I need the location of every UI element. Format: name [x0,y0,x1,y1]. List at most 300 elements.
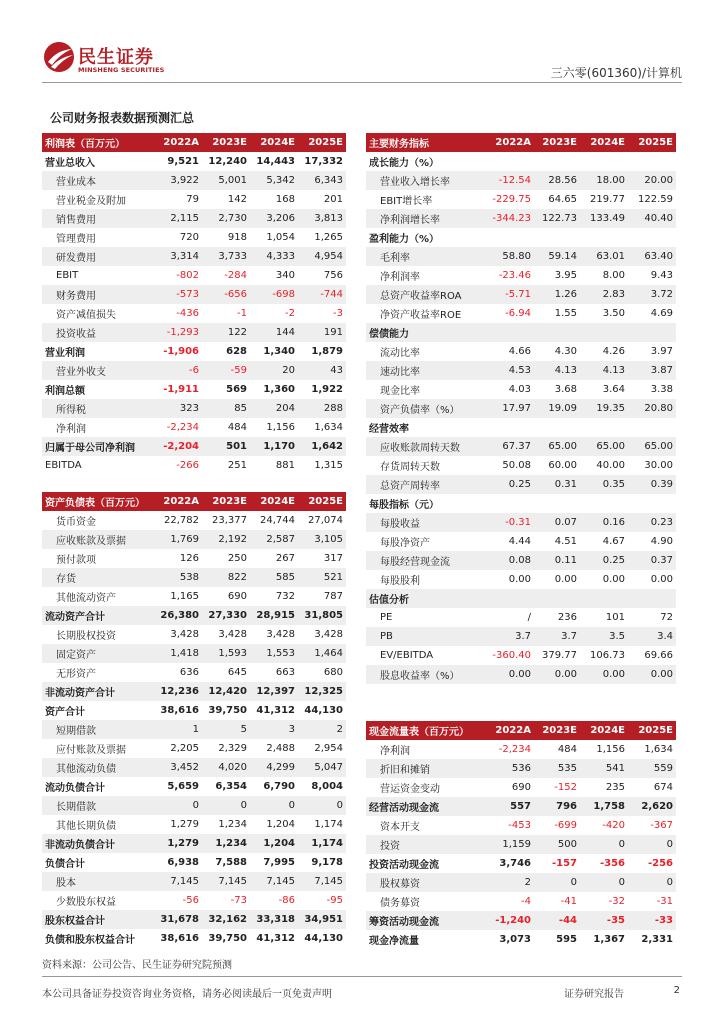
company-logo [42,40,172,80]
table-header-year: 2023E [534,721,580,740]
row-value: 0.25 [580,551,628,570]
row-value: -0.31 [484,513,534,532]
row-value: 106.73 [590,650,625,661]
row-value: 41,312 [256,933,295,944]
row-value: 9,178 [311,857,343,868]
row-value: -6 [157,361,202,380]
row-value: 501 [202,437,250,456]
row-value: -698 [250,285,298,304]
table-row [42,644,346,663]
row-value: -1,906 [163,346,199,357]
row-value: 17.97 [484,399,534,418]
row-label: 筹资活动现金流 [366,911,484,930]
row-value: 3 [250,720,298,739]
table-row [42,929,346,948]
table-row [366,380,676,399]
row-value: 4,299 [250,758,298,777]
row-value: 340 [275,270,295,281]
row-value: 484 [557,744,577,755]
row-value: 918 [227,232,247,243]
row-label: 营业利润 [45,348,85,359]
table-row [42,437,346,456]
row-value: 0.08 [484,551,534,570]
table-row [366,608,676,627]
row-value: 0 [580,873,628,892]
row-value: 1,174 [314,819,343,830]
table-row [42,739,346,758]
row-value: 126 [179,553,199,564]
row-value: 144 [250,323,298,342]
table-header-year: 2025E [628,721,676,740]
row-value: 251 [227,460,247,471]
row-value: 43 [298,361,346,380]
row-value: -4 [521,896,531,907]
row-label: 股东权益合计 [42,910,157,929]
row-label: 资产合计 [45,707,85,718]
row-label: 每股股利 [380,576,420,587]
table-row [42,361,346,380]
row-label: 利润总额 [45,386,85,397]
row-label: 每股收益 [366,513,484,532]
row-label: 流动比率 [380,348,420,359]
row-value: 732 [275,591,295,602]
table-row [42,342,346,361]
row-value: 1,174 [298,834,346,853]
table-header-year: 2023E [534,133,580,152]
table-row [366,551,676,570]
row-value: 645 [227,667,247,678]
row-value: 7,145 [202,872,250,891]
row-value: 628 [226,346,247,357]
row-label: 折旧和摊销 [366,759,484,778]
table-row [366,361,676,380]
row-label: 每股指标（元） [369,500,439,511]
row-value: 1,170 [250,437,298,456]
row-value [534,152,580,171]
row-value [628,589,676,608]
table-header-year: 2022A [484,721,534,740]
row-value: 7,995 [263,857,295,868]
row-value: -2 [285,308,295,319]
row-value: 500 [534,835,580,854]
row-value: 1,879 [311,346,343,357]
row-value: 4.69 [650,308,673,319]
row-value: 34,951 [298,910,346,929]
row-label: 速动比率 [366,361,484,380]
table-header-year: 2024E [580,133,628,152]
row-value [580,494,628,513]
row-value: 7,588 [215,857,247,868]
table-row [366,171,676,190]
footer-report-type: 证券研究报告 [564,989,624,1000]
table-header-year: 2023E [202,492,250,511]
row-value: 1,758 [580,797,628,816]
row-value: 1,165 [170,591,199,602]
row-value [628,494,676,513]
row-value [534,228,580,247]
table-header-year: 2022A [484,133,534,152]
row-value: -367 [650,820,673,831]
table-header-label: 现金流量表（百万元） [366,721,484,740]
row-label: 总资产收益率ROA [366,285,484,304]
row-label: 所得税 [42,399,157,418]
row-value: 0 [534,873,580,892]
row-value: 12,236 [157,682,202,701]
row-value: -35 [580,911,628,930]
row-label: EV/EBITDA [380,650,434,661]
row-value: 201 [323,194,343,205]
row-value: 65.00 [628,437,676,456]
row-value: 0.00 [534,665,580,684]
row-value: 122.73 [534,209,580,228]
page-title: 公司财务报表数据预测汇总 [50,111,195,125]
row-value: 2,115 [157,209,202,228]
row-value: 3,105 [298,530,346,549]
row-value: 3.38 [650,384,673,395]
row-label: 估值分析 [366,589,484,608]
row-value: -56 [182,895,199,906]
row-value: 4.30 [554,346,577,357]
row-value: 4.66 [508,346,531,357]
row-label: 净利润 [56,424,86,435]
table-header-row [366,721,676,740]
row-value: 3,428 [266,629,295,640]
table-row [42,853,346,872]
row-value: -41 [560,896,577,907]
logo-cn-text: 民生证券 [78,47,154,68]
table-row [42,190,346,209]
table-row [366,873,676,892]
row-value: 142 [227,194,247,205]
row-value: -744 [298,285,346,304]
row-value: 1,360 [263,384,295,395]
row-value: 3.7 [534,627,580,646]
row-value: 535 [534,759,580,778]
row-value: 3.64 [602,384,625,395]
row-value: 3,428 [314,629,343,640]
table-row [42,758,346,777]
table-row [42,530,346,549]
row-label: 流动负债合计 [45,783,105,794]
table-row [42,304,346,323]
table-row [42,891,346,910]
row-label: PE [380,612,393,623]
table-row [366,475,676,494]
row-value: -1,293 [157,323,202,342]
table-header-year: 2022A [157,492,202,511]
row-label: 短期借款 [42,720,157,739]
row-value: 3.4 [628,627,676,646]
row-value: 521 [298,568,346,587]
row-value: 1,279 [170,819,199,830]
table-row [366,190,676,209]
row-value: 1,159 [484,835,534,854]
row-value: 1,204 [266,819,295,830]
row-value: 1,156 [596,744,625,755]
row-value: -284 [224,270,247,281]
row-value: 2,192 [202,530,250,549]
row-value: -573 [157,285,202,304]
table-header-year: 2023E [202,133,250,152]
row-label: 销售费用 [42,209,157,228]
row-value: 787 [323,591,343,602]
row-value [628,418,676,437]
row-value: 12,397 [250,682,298,701]
row-value: 3,428 [170,629,199,640]
row-value: 636 [179,667,199,678]
row-value: 3.68 [554,384,577,395]
row-label: 财务费用 [42,285,157,304]
row-label: 货币资金 [56,517,96,528]
row-value: 12,325 [298,682,346,701]
table-row [42,228,346,247]
row-value: 24,744 [260,515,295,526]
table-row [42,152,346,171]
row-value: 85 [202,399,250,418]
row-label: 债务募资 [380,898,420,909]
row-label: 其他流动负债 [42,758,157,777]
row-value: -360.40 [492,650,531,661]
row-label: 营运资金变动 [380,784,440,795]
row-label: 流动资产合计 [42,606,157,625]
table-row [366,665,676,684]
row-value: 0.00 [628,665,676,684]
row-label: 毛利率 [366,247,484,266]
row-value: 32,162 [202,910,250,929]
row-value: 19.09 [534,399,580,418]
row-value: 20 [250,361,298,380]
logo-en-text: MINSHENG SECURITIES [78,66,165,74]
row-value: 33,318 [250,910,298,929]
row-value: -59 [202,361,250,380]
row-value: 31,805 [298,606,346,625]
row-value: 6,790 [263,781,295,792]
row-value: 122.59 [638,194,673,205]
row-label: 其他流动资产 [56,593,116,604]
table-header-year: 2025E [628,133,676,152]
table-row [42,587,346,606]
row-value: 4,333 [250,247,298,266]
row-value: 2 [298,720,346,739]
row-label: 经营效率 [369,424,409,435]
row-value: 20.80 [628,399,676,418]
table-header-label: 利润表（百万元） [42,133,157,152]
table-row [366,759,676,778]
row-value: 4.90 [650,536,673,547]
table-row [366,835,676,854]
row-value [580,323,628,342]
row-label: 负债合计 [45,859,85,870]
row-value: 0.39 [628,475,676,494]
row-value: 2,488 [266,743,295,754]
row-value [484,589,534,608]
row-value: 3,733 [202,247,250,266]
row-value: 19.35 [580,399,628,418]
row-label: PB [366,627,484,646]
row-label: 资产减值损失 [56,310,116,321]
row-value: 58.80 [484,247,534,266]
row-value [580,418,628,437]
row-value: 0.00 [484,665,534,684]
row-value: 219.77 [590,194,625,205]
row-value: -1,911 [163,384,199,395]
row-label: 营业收入增长率 [366,171,484,190]
row-value: 2,620 [628,797,676,816]
row-value: 22,782 [164,515,199,526]
row-value: 1,279 [157,834,202,853]
row-value: 63.40 [628,247,676,266]
row-value: 39,750 [208,933,247,944]
row-label: 营业成本 [42,171,157,190]
row-value: 0.31 [534,475,580,494]
row-value: 0 [580,835,628,854]
row-value: -12.54 [484,171,534,190]
row-value: -3 [333,308,343,319]
row-label: 股本 [42,872,157,891]
row-value: 5,047 [298,758,346,777]
row-value: 756 [323,270,343,281]
row-value: 3,922 [157,171,202,190]
row-value: 65.00 [534,437,580,456]
row-value: 63.01 [580,247,628,266]
row-value: 1,265 [314,232,343,243]
row-value: -32 [608,896,625,907]
row-label: 研发费用 [42,247,157,266]
row-value: -1,240 [484,911,534,930]
row-value: 796 [534,797,580,816]
table-row [366,797,676,816]
table-row [366,437,676,456]
row-value: -152 [554,782,577,793]
row-value: 0.37 [628,551,676,570]
row-label: 净利润 [380,746,410,757]
row-value: 2 [484,873,534,892]
row-value: 1.26 [534,285,580,304]
row-label: 存货 [42,568,157,587]
row-value: 3.87 [628,361,676,380]
row-value: 20.00 [628,171,676,190]
row-value: 0.07 [534,513,580,532]
table-row [42,209,346,228]
row-label: 非流动资产合计 [42,682,157,701]
row-value: 9.43 [650,270,673,281]
row-value: 1.55 [554,308,577,319]
row-value: 0.11 [534,551,580,570]
table-row [42,834,346,853]
row-value: 3,452 [157,758,202,777]
row-value: 4.26 [602,346,625,357]
table-row [42,456,346,475]
row-value: 0.00 [650,574,673,585]
row-value: 1,464 [298,644,346,663]
row-value: 12,240 [208,156,247,167]
row-value: -73 [230,895,247,906]
row-value: 1,634 [314,422,343,433]
row-value: 6,343 [298,171,346,190]
row-value: 5 [202,720,250,739]
row-value: 2,205 [170,743,199,754]
row-value: 1,418 [157,644,202,663]
row-value [484,152,534,171]
table-header-year: 2024E [250,133,298,152]
table-row [366,152,676,171]
row-value: 680 [323,667,343,678]
row-label: 归属于母公司净利润 [42,437,157,456]
table-row [366,304,676,323]
table-row [366,456,676,475]
table-row [366,399,676,418]
table-row [366,589,676,608]
row-value: 569 [226,384,247,395]
row-value: 484 [227,422,247,433]
row-value: 250 [227,553,247,564]
row-label: 应收账款及票据 [42,530,157,549]
row-value: 4.44 [508,536,531,547]
row-value: 7,145 [298,872,346,891]
row-value [628,152,676,171]
row-label: 营业外收支 [42,361,157,380]
row-value: 235 [605,782,625,793]
row-label: 总资产周转率 [366,475,484,494]
row-value [534,418,580,437]
row-value: 14,443 [256,156,295,167]
row-value: 12,420 [202,682,250,701]
row-label: 资产负债率（%） [366,399,484,418]
row-label: 少数股东权益 [56,897,116,908]
page-header [0,0,724,90]
row-label: 非流动负债合计 [42,834,157,853]
row-value: -44 [534,911,580,930]
row-label: 存货周转天数 [380,462,440,473]
row-value: 23,377 [212,515,247,526]
row-value: -2,204 [157,437,202,456]
row-label: 股权募资 [366,873,484,892]
row-value: 881 [275,460,295,471]
key-ratios-table [366,133,676,684]
row-value: -344.23 [484,209,534,228]
row-value: 1,340 [263,346,295,357]
row-value: 4.03 [508,384,531,395]
row-value: 236 [557,612,577,623]
stock-sector-label: 三六零(601360)/计算机 [550,66,682,80]
footer-divider [42,976,682,977]
table-header-year: 2025E [298,492,346,511]
row-value: 204 [250,399,298,418]
row-value: 267 [275,553,295,564]
row-value: 31,678 [157,910,202,929]
table-row [366,892,676,911]
row-label: 净利润增长率 [366,209,484,228]
row-value: 191 [298,323,346,342]
table-row [42,511,346,530]
row-value: 595 [556,934,577,945]
row-value: -2,234 [498,744,531,755]
row-label: 营业总收入 [45,158,95,169]
row-value: -266 [176,460,199,471]
row-value: 28.56 [534,171,580,190]
row-value: 64.65 [548,194,577,205]
row-value [580,228,628,247]
row-label: 管理费用 [56,234,96,245]
row-value: / [527,612,531,623]
row-value: 541 [580,759,628,778]
table-row [42,323,346,342]
row-value: 1,234 [218,819,247,830]
table-header-row [366,133,676,152]
row-value: 4,020 [202,758,250,777]
row-value: 3,206 [250,209,298,228]
row-value: 65.00 [580,437,628,456]
